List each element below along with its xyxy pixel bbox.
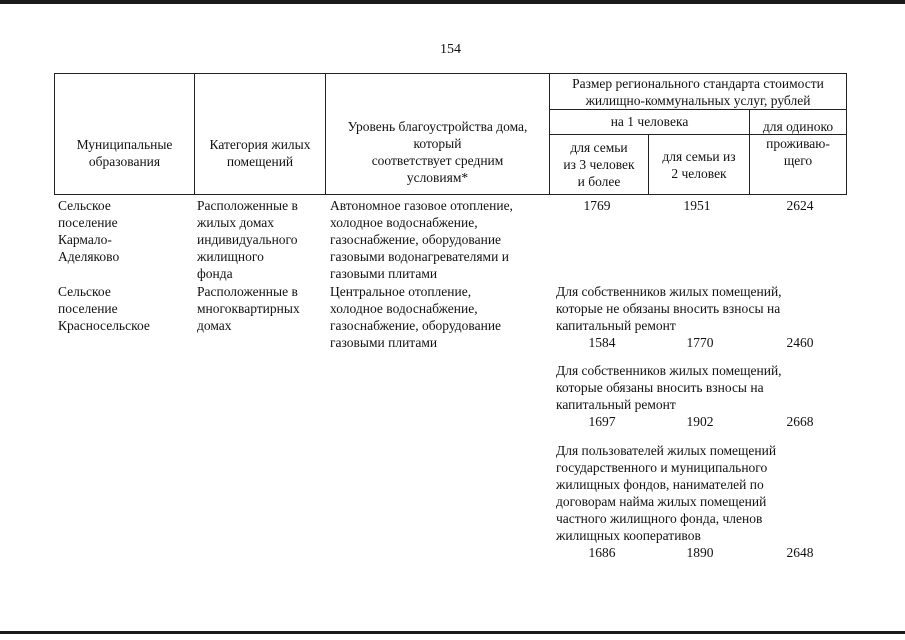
row1-value-single: 2624 (786, 198, 814, 213)
subgroup2-value-family3: 1697 (588, 414, 616, 429)
row2-category: Расположенные в многоквартирных домах (197, 284, 300, 333)
row1-value-family3: 1769 (583, 198, 611, 213)
header-family-2: для семьи из 2 человек (662, 149, 736, 181)
scan-bottom-border (0, 631, 905, 634)
row2-municipality: Сельское поселение Красносельское (58, 284, 150, 333)
subgroup2-note: Для собственников жилых помещений, которые обязаны вносить взносы на капитальный ремонт (556, 363, 782, 412)
page-number: 154 (440, 42, 461, 57)
row2-amenity-level: Центральное отопление, холодное водоснабжение, газоснабжение, оборудование газовыми плитами (330, 284, 502, 350)
header-standard-size: Размер регионального стандарта стоимости жилищно-коммунальных услуг, рублей (572, 76, 824, 108)
row1-amenity-level: Автономное газовое отопление, холодное водоснабжение, газоснабжение, оборудование газовыми водонагревателями и газовыми плитами (330, 198, 513, 281)
subgroup1-value-family2: 1770 (686, 335, 714, 350)
header-family-3: для семьи из 3 человек и более (563, 140, 635, 189)
subgroup1-value-family3: 1584 (588, 335, 616, 350)
row1-category: Расположенные в жилых домах индивидуального жилищного фонда (197, 198, 298, 281)
subgroup3-value-family3: 1686 (588, 545, 616, 560)
header-per-person: на 1 человека (610, 114, 689, 129)
header-single: для одиноко проживаю- щего (762, 119, 834, 168)
header-municipality: Муниципальные образования (76, 137, 173, 169)
subgroup2-value-family2: 1902 (686, 414, 714, 429)
subgroup3-note: Для пользователей жилых помещений государственного и муниципального жилищных фондов, нанимателей по договорам найма жилых помещений частного жилищного фонда, членов жилищных кооперативов (556, 443, 777, 543)
subgroup2-value-single: 2668 (786, 414, 814, 429)
row1-municipality: Сельское поселение Кармало- Аделяково (58, 198, 120, 264)
header-category: Категория жилых помещений (209, 137, 311, 169)
subgroup3-value-family2: 1890 (686, 545, 714, 560)
row1-value-family2: 1951 (683, 198, 711, 213)
subgroup1-note: Для собственников жилых помещений, которые не обязаны вносить взносы на капитальный ремонт (556, 284, 782, 333)
header-amenity-level: Уровень благоустройства дома, который соответствует средним условиям* (347, 119, 528, 185)
subgroup3-value-single: 2648 (786, 545, 814, 560)
subgroup1-value-single: 2460 (786, 335, 814, 350)
scan-top-border (0, 0, 905, 4)
